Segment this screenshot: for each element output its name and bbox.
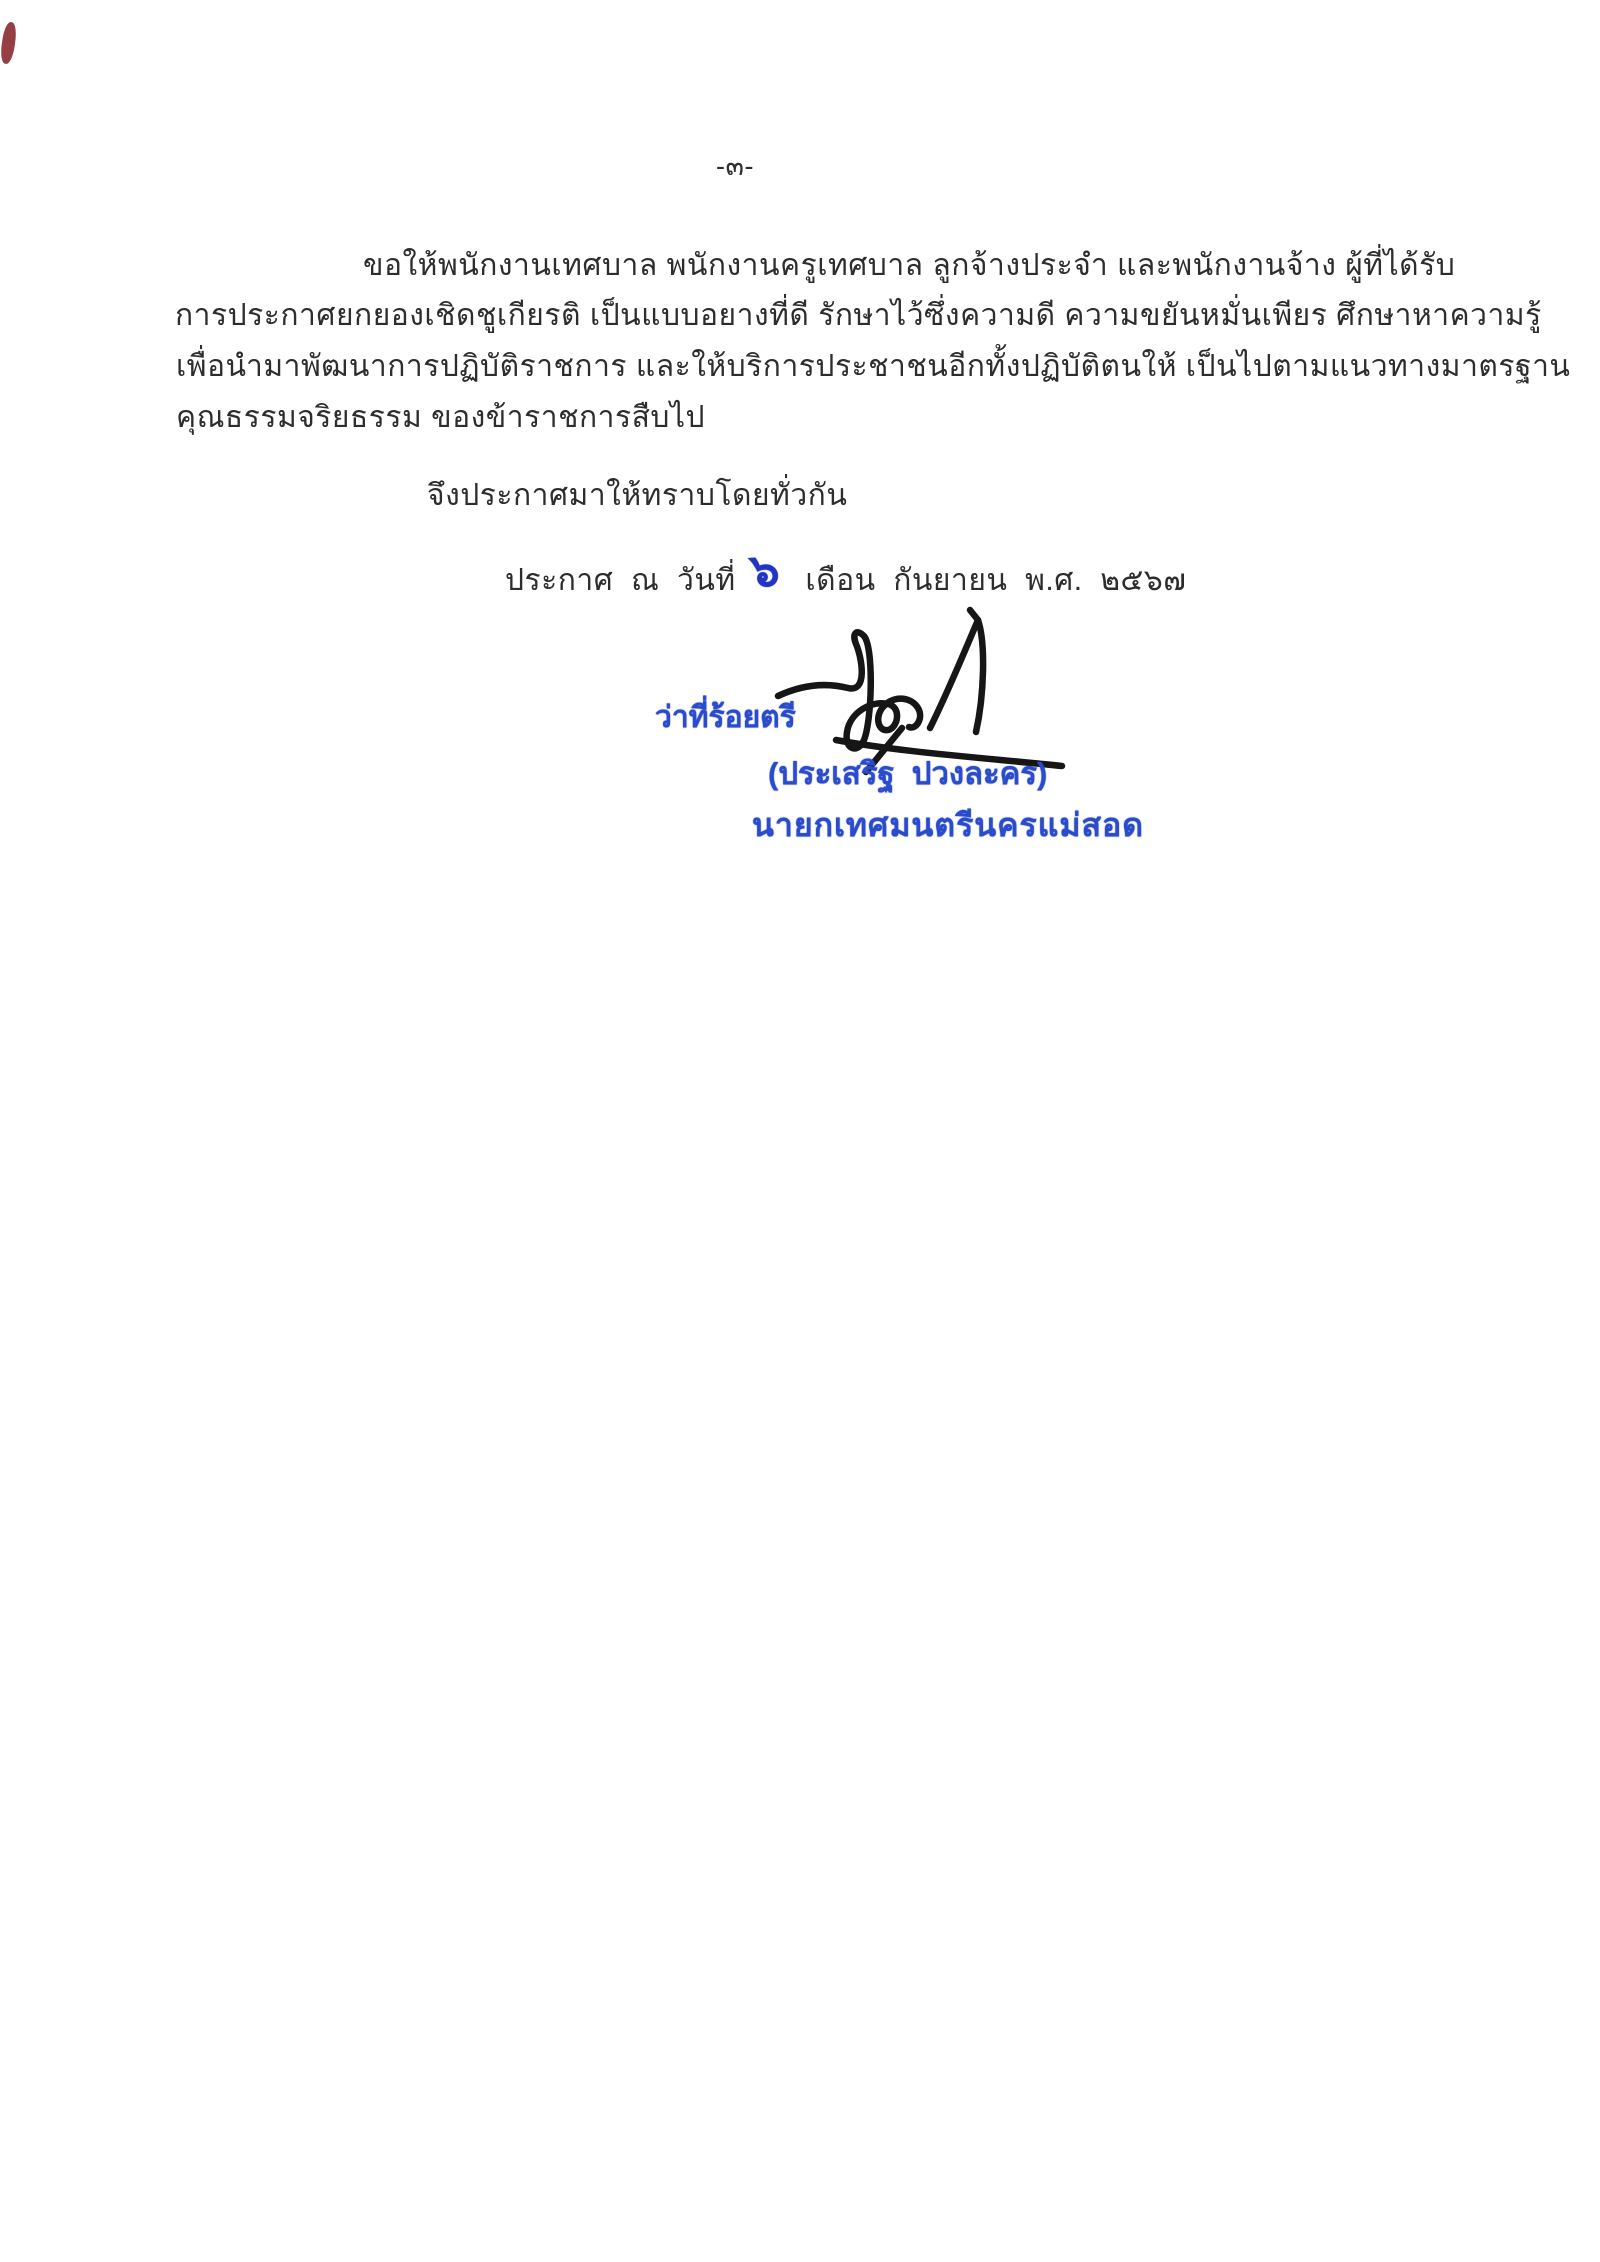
announcement-date-line	[505, 543, 1187, 604]
body-paragraph-line: ขอให้พนักงานเทศบาล พนักงานครูเทศบาล ลูกจ้างประจำ และพนักงานจ้าง ผู้ที่ได้รับ	[363, 249, 1456, 282]
signer-rank: ว่าที่ร้อยตรี	[655, 701, 796, 734]
signer-title: นายกเทศมนตรีนครแม่สอด	[752, 807, 1144, 843]
body-paragraph-line: เพื่อนำมาพัฒนาการปฏิบัติราชการ และให้บริการประชาชนอีกทั้งปฏิบัติตนให้ เป็นไปตามแนวทางมาตรฐาน	[176, 350, 1571, 383]
scan-artifact-mark	[0, 21, 18, 64]
date-line-suffix: เดือน กันยายน พ.ศ. ๒๕๖๗	[805, 564, 1187, 597]
body-paragraph-line: คุณธรรมจริยธรรม ของข้าราชการสืบไป	[176, 401, 706, 434]
page-number: -๓-	[716, 151, 754, 181]
signer-name: (ประเสริฐ ปวงละคร)	[768, 756, 1048, 791]
body-paragraph-line: การประกาศยกยองเชิดชูเกียรติ เป็นแบบอยางที่ดี รักษาไว้ซึ่งความดี ความขยันหมั่นเพียร ศึกษาหาความรู้	[175, 299, 1542, 332]
handwritten-day-number: ๖	[747, 543, 782, 597]
date-line-prefix: ประกาศ ณ วันที่	[505, 564, 736, 597]
closing-statement: จึงประกาศมาให้ทราบโดยทั่วกัน	[427, 479, 848, 512]
